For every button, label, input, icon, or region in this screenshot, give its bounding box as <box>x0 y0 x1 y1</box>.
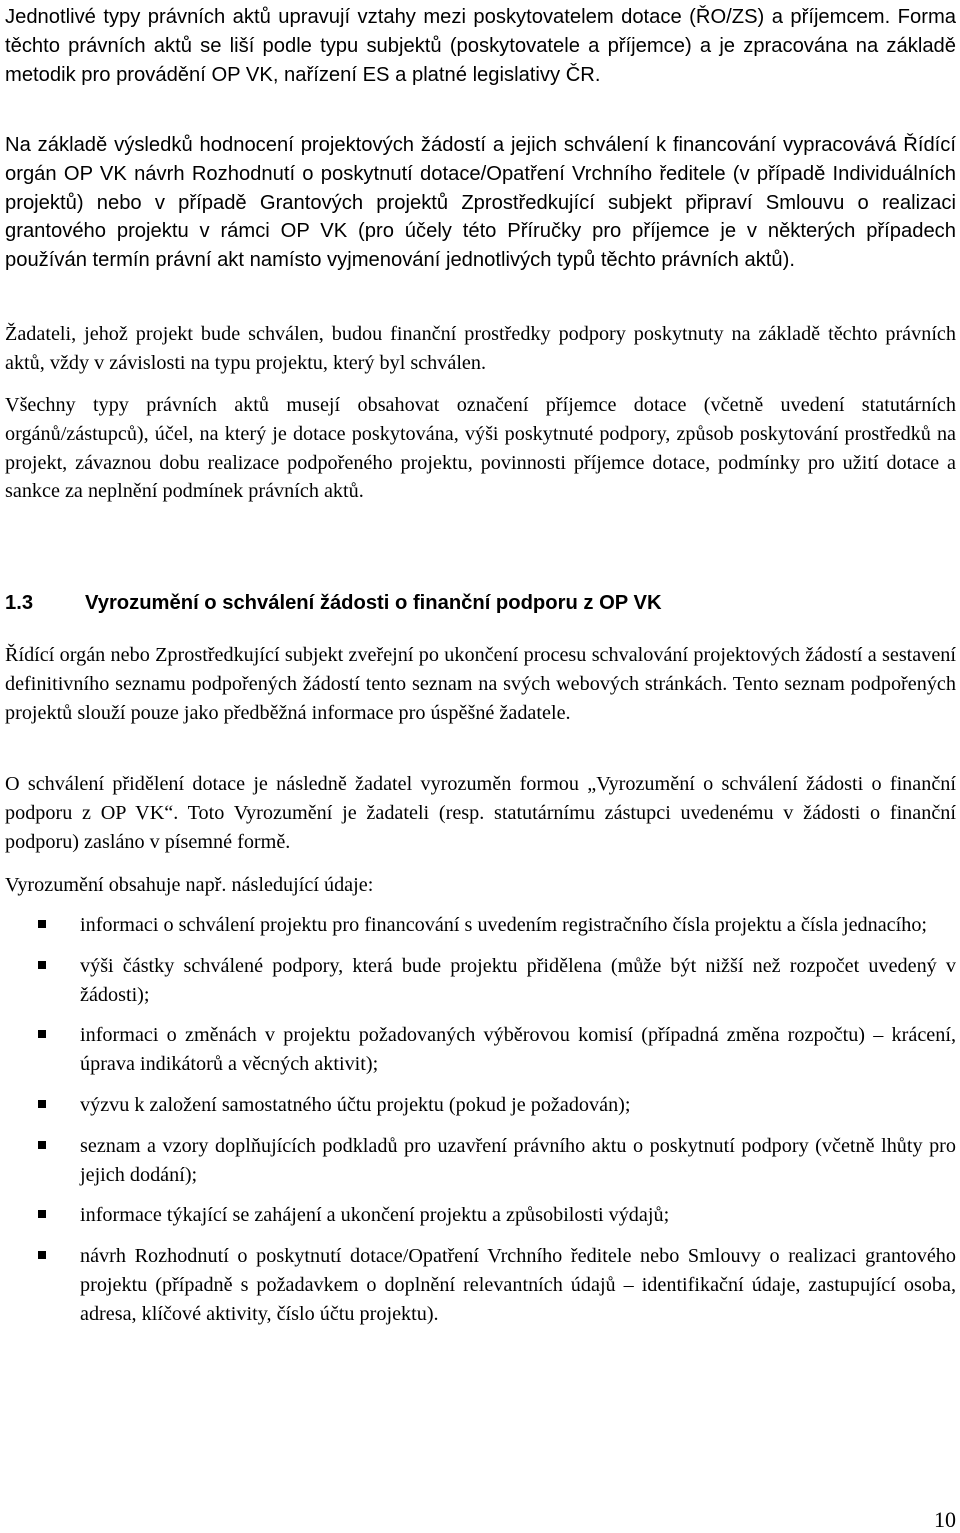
list-item: informace týkající se zahájení a ukončení projektu a způsobilosti výdajů; <box>0 1201 956 1230</box>
paragraph-legal-acts-intro: Jednotlivé typy právních aktů upravují vztahy mezi poskytovatelem dotace (ŘO/ZS) a příjemcem. Forma těchto právních aktů se liší podle typu subjektů (poskytovatele a příjemce) a je zpracována na základě metodik pro provádění OP VK, nařízení ES a platné legislativy ČR. <box>5 6 956 86</box>
square-bullet-icon <box>38 1251 46 1259</box>
list-item: informaci o schválení projektu pro financování s uvedením registračního čísla projektu a čísla jednacího; <box>0 911 956 940</box>
paragraph-decision-draft: Na základě výsledků hodnocení projektových žádostí a jejich schválení k financování vypracovává Řídící orgán OP VK návrh Rozhodnutí o poskytnutí dotace/Opatření Vrchního ředitele (v případě Individuálních projektů) nebo v případě Grantových projektů Zprostředkující subjekt připraví Smlouvu o realizaci grantového projektu v rámci OP VK (pro účely této Příručky pro příjemce je v některých případech používán termín právní akt namísto vyjmenování jednotlivých typů těchto právních aktů). <box>5 134 956 272</box>
list-item: seznam a vzory doplňujících podkladů pro uzavření právního aktu o poskytnutí podpory (včetně lhůty pro jejich dodání); <box>0 1132 956 1190</box>
paragraph-notification-form: O schválení přidělení dotace je následně žadatel vyrozuměn formou „Vyrozumění o schválení žádosti o finanční podporu z OP VK“. Toto Vyrozumění je žadateli (resp. statutárnímu zástupci uvedenému v žádosti o finanční podporu) zasláno v písemné formě. <box>5 773 956 853</box>
paragraph-notification-contains: Vyrozumění obsahuje např. následující údaje: <box>5 874 374 896</box>
paragraph-applicant-funding: Žadateli, jehož projekt bude schválen, budou finanční prostředky podpory poskytnuty na základě těchto právních aktů, vždy v závislosti na typu projektu, který byl schválen. <box>5 323 956 374</box>
paragraph-published-list: Řídící orgán nebo Zprostředkující subjekt zveřejní po ukončení procesu schvalování projektových žádostí a sestavení definitivního seznamu podpořených žádostí tento seznam na svých webových stránkách. Tento seznam podpořených projektů slouží pouze jako předběžná informace pro úspěšné žadatele. <box>5 644 956 724</box>
square-bullet-icon <box>38 1100 46 1108</box>
square-bullet-icon <box>38 1210 46 1218</box>
section-number: 1.3 <box>5 592 34 614</box>
section-title: Vyrozumění o schválení žádosti o finanční podporu z OP VK <box>85 592 662 614</box>
page-number: 10 <box>934 1507 956 1532</box>
notification-contents-list <box>0 911 956 1341</box>
list-item: návrh Rozhodnutí o poskytnutí dotace/Opatření Vrchního ředitele nebo Smlouvy o realizaci grantového projektu (případně s požadavkem o doplnění relevantních údajů – identifikační údaje, zastupující osoba, adresa, klíčové aktivity, číslo účtu projektu). <box>0 1242 956 1328</box>
square-bullet-icon <box>38 1030 46 1038</box>
paragraph-required-contents: Všechny typy právních aktů musejí obsahovat označení příjemce dotace (včetně uvedení statutárních orgánů/zástupců), účel, na který je dotace poskytována, výši poskytnuté podpory, způsob poskytování prostředků na projekt, závaznou dobu realizace podpořeného projektu, povinnosti příjemce dotace, podmínky pro užití dotace a sankce za neplnění podmínek právních aktů. <box>5 394 956 503</box>
square-bullet-icon <box>38 961 46 969</box>
section-heading <box>5 589 662 617</box>
list-item: výši částky schválené podpory, která bude projektu přidělena (může být nižší než rozpočet uvedený v žádosti); <box>0 952 956 1010</box>
list-item: informaci o změnách v projektu požadovaných výběrovou komisí (případná změna rozpočtu) – krácení, úprava indikátorů a věcných aktivit); <box>0 1021 956 1079</box>
list-item: výzvu k založení samostatného účtu projektu (pokud je požadován); <box>0 1091 956 1120</box>
square-bullet-icon <box>38 920 46 928</box>
square-bullet-icon <box>38 1141 46 1149</box>
